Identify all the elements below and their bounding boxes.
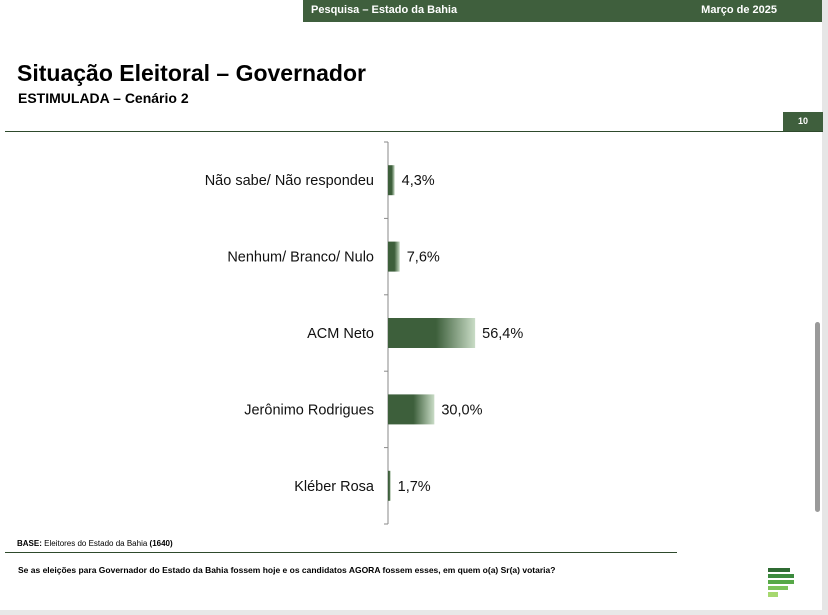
value-label: 7,6%: [406, 249, 440, 266]
value-label: 30,0%: [441, 402, 483, 419]
value-label: 1,7%: [397, 478, 431, 495]
base-text: Eleitores do Estado da Bahia: [44, 539, 148, 548]
survey-question: Se as eleições para Governador do Estado da Bahia fossem hoje e os candidatos AGORA fossem esses, em quem o(a) Sr(a) votaria?: [18, 565, 556, 575]
value-label: 4,3%: [401, 173, 435, 190]
bar: [388, 471, 391, 501]
bar: [388, 318, 475, 348]
scrollbar-thumb[interactable]: [815, 322, 820, 512]
category-label: Jerônimo Rodrigues: [244, 402, 374, 419]
value-label: 56,4%: [482, 326, 524, 342]
bottom-edge: [0, 610, 828, 615]
category-label: Nenhum/ Branco/ Nulo: [227, 249, 374, 266]
footer-divider: [5, 552, 677, 553]
bar: [388, 394, 434, 424]
base-count: (1640): [149, 539, 173, 548]
header-bar: [303, 0, 823, 22]
category-label: Kléber Rosa: [294, 478, 374, 495]
page-number-badge: 10: [783, 112, 823, 131]
survey-label: Pesquisa – Estado da Bahia: [311, 4, 458, 16]
page-title: Situação Eleitoral – Governador: [17, 60, 366, 86]
page-subtitle: ESTIMULADA – Cenário 2: [18, 90, 189, 106]
window-edge: [822, 0, 828, 615]
base-note: [17, 539, 173, 548]
bar-chart: [0, 138, 700, 530]
brand-logo-icon: [764, 566, 798, 600]
bar: [388, 242, 400, 272]
bar: [388, 165, 395, 195]
header-divider: [5, 131, 823, 132]
base-label: BASE:: [17, 539, 42, 548]
category-label: Não sabe/ Não respondeu: [204, 173, 374, 190]
category-label: ACM Neto: [307, 326, 374, 342]
survey-date: Março de 2025: [701, 4, 777, 16]
